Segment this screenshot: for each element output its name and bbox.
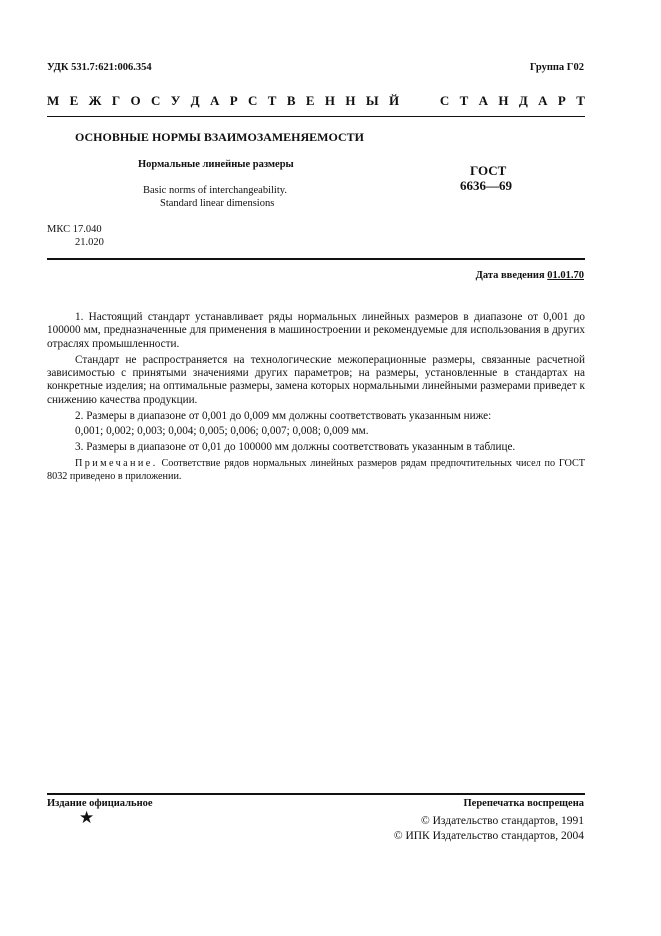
heading-letter: А [538, 93, 548, 108]
mks-code-line1: МКС 17.040 [47, 224, 102, 235]
paragraph-3: 2. Размеры в диапазоне от 0,001 до 0,009 мм должны соответствовать указанным ниже: [75, 409, 492, 422]
heading-letter: Д [518, 93, 528, 108]
official-edition-label: Издание официальное [47, 798, 153, 809]
header-divider [47, 116, 585, 117]
paragraph-values: 0,001; 0,002; 0,003; 0,004; 0,005; 0,006; 0,007; 0,008; 0,009 мм. [75, 425, 369, 438]
subtitle-russian: Нормальные линейные размеры [138, 159, 294, 170]
heading-word-gap [409, 93, 429, 109]
heading-letter: Р [229, 93, 238, 108]
note-label: Примечание. [75, 458, 158, 469]
heading-letter: Ж [88, 93, 102, 108]
group-code: Группа Г02 [529, 62, 584, 73]
heading-letter: С [151, 93, 161, 108]
heading-letter: Н [324, 93, 336, 108]
heading-letter: У [170, 93, 181, 108]
heading-letter: Е [69, 93, 79, 108]
interstate-standard-heading [47, 93, 585, 109]
note-text: Соответствие рядов нормальных линейных размеров рядам предпочтительных чисел по ГОСТ 8032 приведено в приложении. [47, 458, 585, 483]
heading-letter: Г [111, 93, 121, 108]
note [47, 457, 585, 483]
heading-letter: Е [305, 93, 315, 108]
gost-number: 6636—69 [460, 178, 512, 193]
introduction-date-label: Дата введения [475, 270, 545, 281]
subtitle-english-line2: Standard linear dimensions [160, 198, 275, 209]
introduction-date-value: 01.01.70 [547, 270, 584, 281]
heading-letter: В [286, 93, 296, 108]
heading-letter: А [209, 93, 220, 108]
heading-letter: А [478, 93, 488, 108]
heading-letter: С [439, 93, 450, 108]
heading-letter: Н [498, 93, 509, 108]
paragraph-1: 1. Настоящий стандарт устанавливает ряды нормальных линейных размеров в диапазоне от 0,001 до 100000 мм, предназначенные для применения в машиностроении и рекомендуемые для использования в других отраслях промышленности. [47, 311, 585, 350]
subtitle-english-line1: Basic norms of interchangeability. [143, 185, 287, 196]
heading-letter: Н [345, 93, 356, 108]
footer-divider [47, 793, 585, 795]
reprint-prohibited-label: Перепечатка воспрещена [463, 798, 584, 809]
paragraph-4: 3. Размеры в диапазоне от 0,01 до 100000 мм должны соответствовать указанным в таблице. [75, 441, 516, 454]
paragraph-2: Стандарт не распространяется на технологические межоперационные размеры, связанные расчетной зависимостью с принятыми значениями других параметров; на размеры, установленные в стандартах на конкретные изделия; на оптимальные размеры, замена которых нормальными линейными размерами приведет к снижению качества продукции. [47, 353, 585, 406]
gost-label: ГОСТ [470, 163, 507, 178]
star-icon: ★ [79, 808, 95, 827]
heading-letter: М [47, 93, 60, 108]
heading-letter: О [130, 93, 141, 108]
mks-code-line2: 21.020 [75, 237, 104, 248]
heading-letter: Т [267, 93, 277, 108]
heading-letter: Й [388, 93, 400, 108]
heading-letter: С [248, 93, 258, 108]
heading-letter: Т [576, 93, 585, 108]
heading-letter: Р [557, 93, 566, 108]
main-title: ОСНОВНЫЕ НОРМЫ ВЗАИМОЗАМЕНЯЕМОСТИ [75, 130, 364, 144]
heading-letter: Т [459, 93, 469, 108]
copyright-2004: © ИПК Издательство стандартов, 2004 [393, 830, 584, 842]
heading-letter: Ы [365, 93, 379, 108]
title-block-divider [47, 258, 585, 260]
copyright-1991: © Издательство стандартов, 1991 [420, 815, 584, 827]
udk-code: УДК 531.7:621:006.354 [47, 62, 152, 73]
heading-letter: Д [190, 93, 200, 108]
body-text [47, 311, 585, 457]
introduction-date [476, 270, 584, 281]
